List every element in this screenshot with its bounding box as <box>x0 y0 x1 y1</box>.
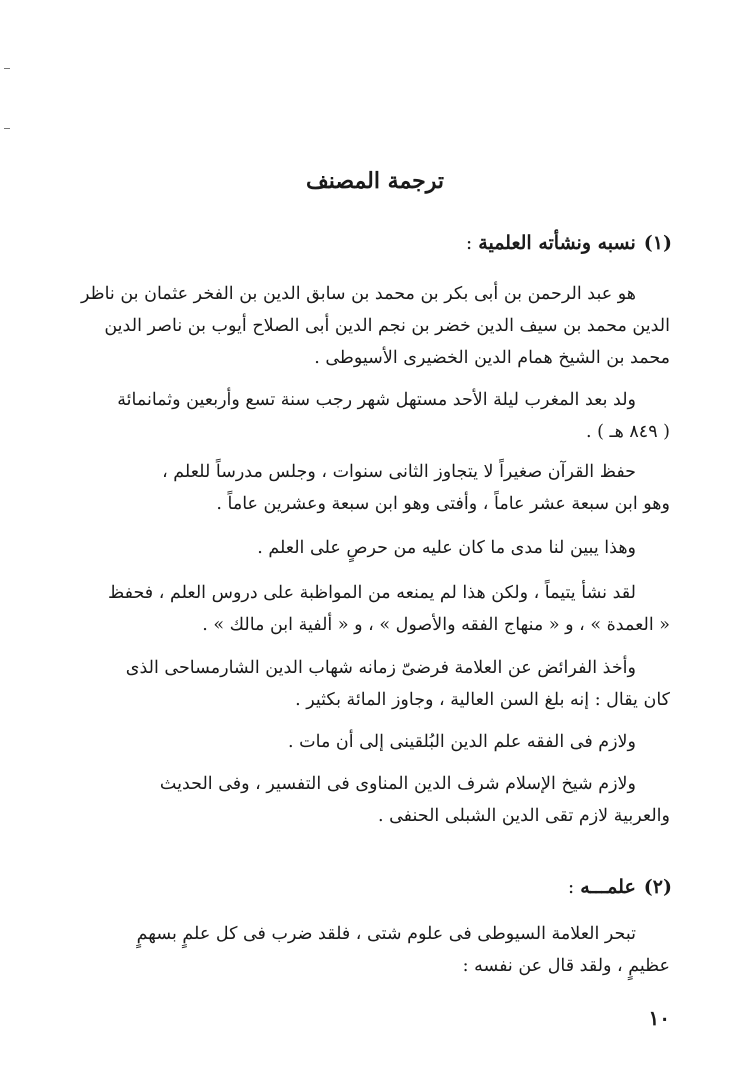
text-line: ( ٨٤٩ هـ ) . <box>585 422 670 442</box>
text-line: محمد بن الشيخ همام الدين الخضيرى الأسيوطى . <box>314 348 670 368</box>
paragraph-fiqh <box>74 726 670 758</box>
text-line: عظيمٍ ، ولقد قال عن نفسه : <box>462 956 670 976</box>
text-line: لقد نشأ يتيماً ، ولكن هذا لم يمنعه من المواظبة على دروس العلم ، فحفظ <box>108 583 636 603</box>
text-line: ولازم شيخ الإسلام شرف الدين المناوى فى التفسير ، وفى الحديث <box>159 774 636 794</box>
margin-mark <box>4 68 10 69</box>
paragraph-knowledge <box>74 918 670 982</box>
paragraph-memorization <box>74 456 670 520</box>
section-number: (٢) <box>643 876 672 898</box>
paragraph-tafsir <box>74 768 670 832</box>
text-line: هو عبد الرحمن بن أبى بكر بن محمد بن سابق الدين بن الفخر عثمان بن ناظر <box>80 284 636 304</box>
section-heading-lineage <box>466 232 672 254</box>
text-line: وهو ابن سبعة عشر عاماً ، وأفتى وهو ابن سبعة وعشرين عاماً . <box>216 494 670 514</box>
margin-mark <box>4 128 10 129</box>
section-heading-knowledge <box>568 876 672 898</box>
section-number: (١) <box>643 232 672 254</box>
page-title: ترجمة المصنف <box>305 168 445 194</box>
text-line: ولازم فى الفقه علم الدين البُلقينى إلى أن مات . <box>288 732 636 752</box>
text-line: ولد بعد المغرب ليلة الأحد مستهل شهر رجب سنة تسع وأربعين وثمانمائة <box>117 390 636 410</box>
heading-colon: : <box>465 232 473 254</box>
text-line: كان يقال : إنه بلغ السن العالية ، وجاوز المائة بكثير . <box>295 690 670 710</box>
text-line: والعربية لازم تقى الدين الشبلى الحنفى . <box>377 806 670 826</box>
page-number: ١٠ <box>648 1006 670 1030</box>
text-line: وهذا يبين لنا مدى ما كان عليه من حرصٍ على العلم . <box>257 538 636 558</box>
paragraph-lineage <box>74 278 670 374</box>
paragraph-birth <box>74 384 670 448</box>
text-line: « العمدة » ، و « منهاج الفقه والأصول » ، و « ألفية ابن مالك » . <box>202 615 670 635</box>
paragraph-eagerness <box>74 532 670 564</box>
text-line: تبحر العلامة السيوطى فى علوم شتى ، فلقد ضرب فى كل علمٍ بسهمٍ <box>136 924 636 944</box>
text-line: حفظ القرآن صغيراً لا يتجاوز الثانى سنوات ، وجلس مدرساً للعلم ، <box>162 462 636 482</box>
text-line: الدين محمد بن سيف الدين خضر بن نجم الدين أبى الصلاح أيوب بن ناصر الدين <box>104 316 670 336</box>
paragraph-orphan <box>74 577 670 641</box>
text-line: وأخذ الفرائض عن العلامة فرضىّ زمانه شهاب الدين الشارمساحى الذى <box>125 658 636 678</box>
section-title: علمـــه <box>580 876 636 898</box>
paragraph-inheritance <box>74 652 670 716</box>
heading-colon: : <box>567 876 575 898</box>
section-title: نسبه ونشأته العلمية <box>478 232 636 254</box>
